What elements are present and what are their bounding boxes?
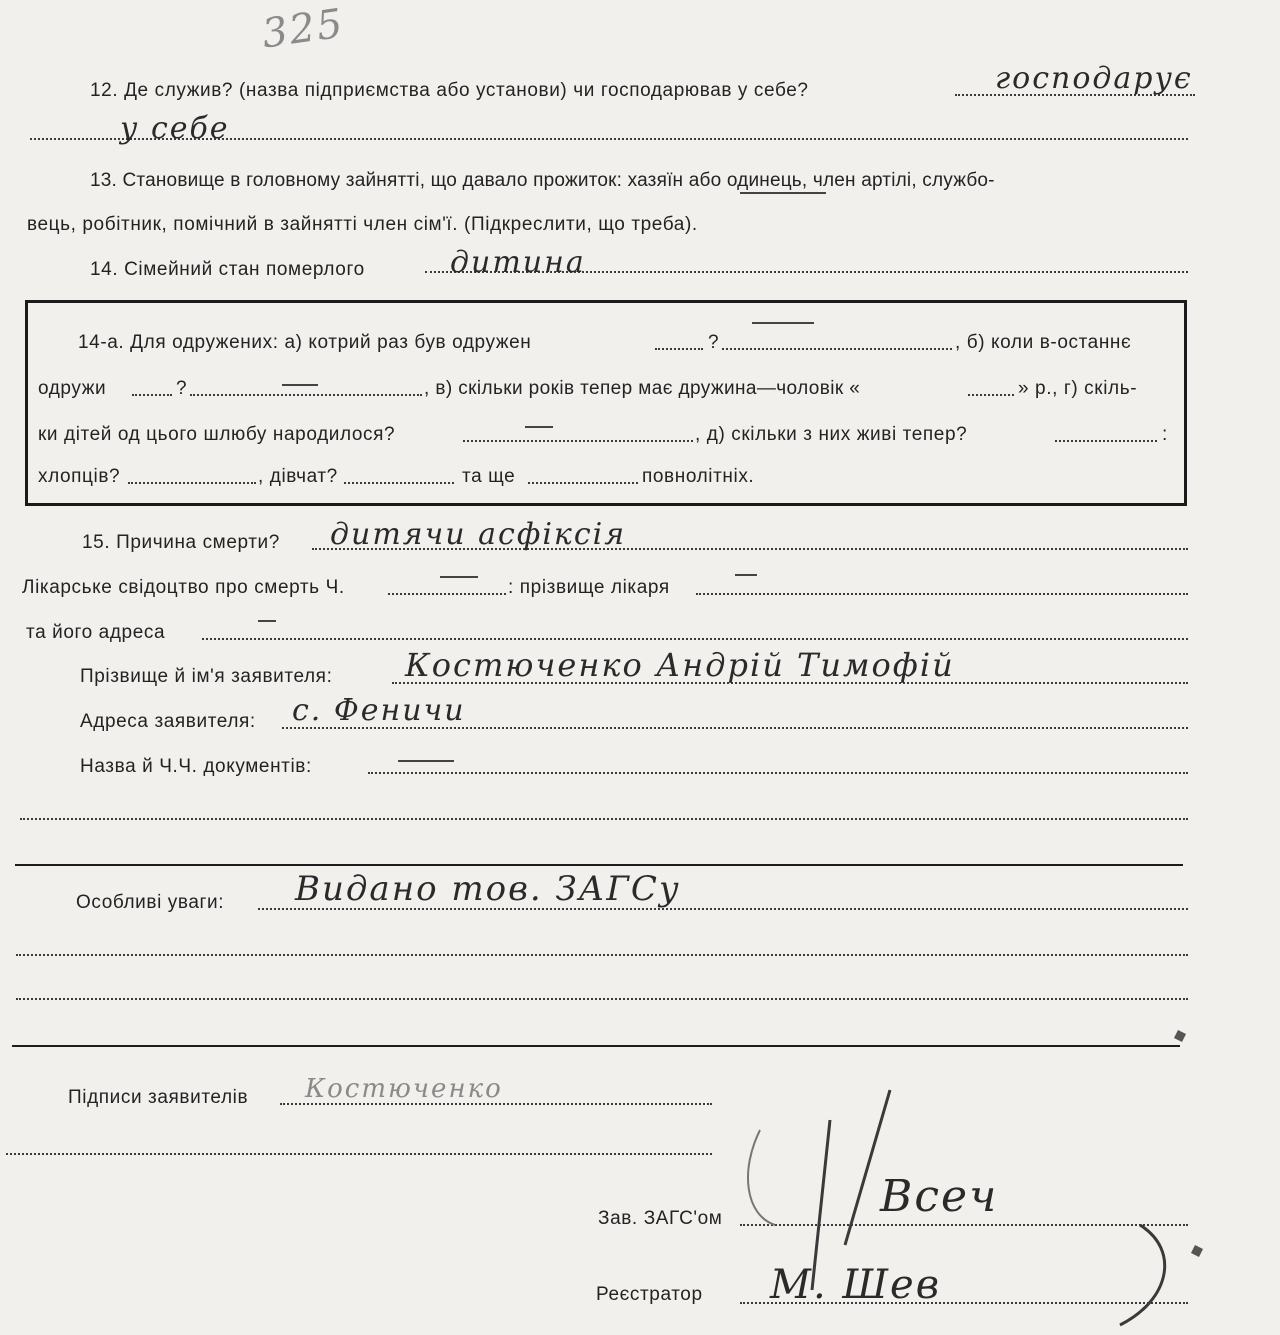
q14a-line4-c: та ще <box>462 466 516 487</box>
q14a-line4-d: повнолітніх. <box>642 466 755 487</box>
archive-number: 325 <box>259 0 348 58</box>
q12-answer-1: господарує <box>995 61 1193 96</box>
q14-answer: дитина <box>450 245 586 280</box>
q14a-line2-q: ? <box>176 378 188 399</box>
q14-label: 14. Сімейний стан померлого <box>90 259 365 280</box>
q15-label: 15. Причина смерти? <box>82 532 280 553</box>
q14a-line2-a: одружи <box>38 378 107 399</box>
applicants-signature-label: Підписи заявителів <box>68 1087 249 1108</box>
q13-line-1: 13. Становище в головному зайнятті, що давало прожиток: хазяїн або одинець, член артілі, службо- <box>90 170 995 191</box>
q14a-line3-a: ки дітей од цього шлюбу народилося? <box>38 424 396 445</box>
q14a-line2-c: » р., г) скіль- <box>1018 378 1138 399</box>
documents-label: Назва й Ч.Ч. документів: <box>80 756 312 777</box>
q14a-line1-q: ? <box>708 332 720 353</box>
registrar-label: Реєстратор <box>596 1284 703 1305</box>
q12-label: 12. Де служив? (назва підприємства або установи) чи господарював у себе? <box>90 80 809 101</box>
q13-line-2: вець, робітник, помічний в зайнятті член сім'ї. (Підкреслити, що треба). <box>27 214 698 235</box>
applicants-signature: Костюченко <box>305 1074 503 1104</box>
applicant-address-value: с. Феничи <box>292 693 466 728</box>
applicant-address-label: Адреса заявителя: <box>80 711 256 732</box>
head-signature: Всеч <box>880 1171 999 1222</box>
applicant-name-value: Костюченко Андрій Тимофій <box>405 646 955 684</box>
q15-answer: дитячи асфіксія <box>330 517 627 552</box>
q14a-line4-a: хлопців? <box>38 466 121 487</box>
q14a-line4-b: , дівчат? <box>258 466 338 487</box>
q14a-line1-a: 14-а. Для одружених: а) котрий раз був одружен <box>78 332 532 353</box>
q14a-line3-c: : <box>1162 424 1168 445</box>
doctor-name-label: : прізвище лікаря <box>508 577 670 598</box>
q12-answer-2: у себе <box>120 111 230 146</box>
applicant-name-label: Прізвище й ім'я заявителя: <box>80 666 333 687</box>
doctor-cert-label: Лікарське свідоцтво про смерть Ч. <box>22 577 345 598</box>
q14a-line1-b: , б) коли в-останнє <box>955 332 1132 353</box>
head-label: Зав. ЗАГС'ом <box>598 1208 723 1229</box>
doctor-address-label: та його адреса <box>26 622 166 643</box>
notes-value: Видано тов. ЗАГСу <box>295 869 681 909</box>
notes-label: Особливі уваги: <box>76 892 225 913</box>
q14a-line2-b: , в) скільки років тепер має дружина—чоловік « <box>424 378 861 399</box>
q14a-line3-b: , д) скільки з них живі тепер? <box>695 424 968 445</box>
registrar-signature: М. Шев <box>770 1262 941 1308</box>
